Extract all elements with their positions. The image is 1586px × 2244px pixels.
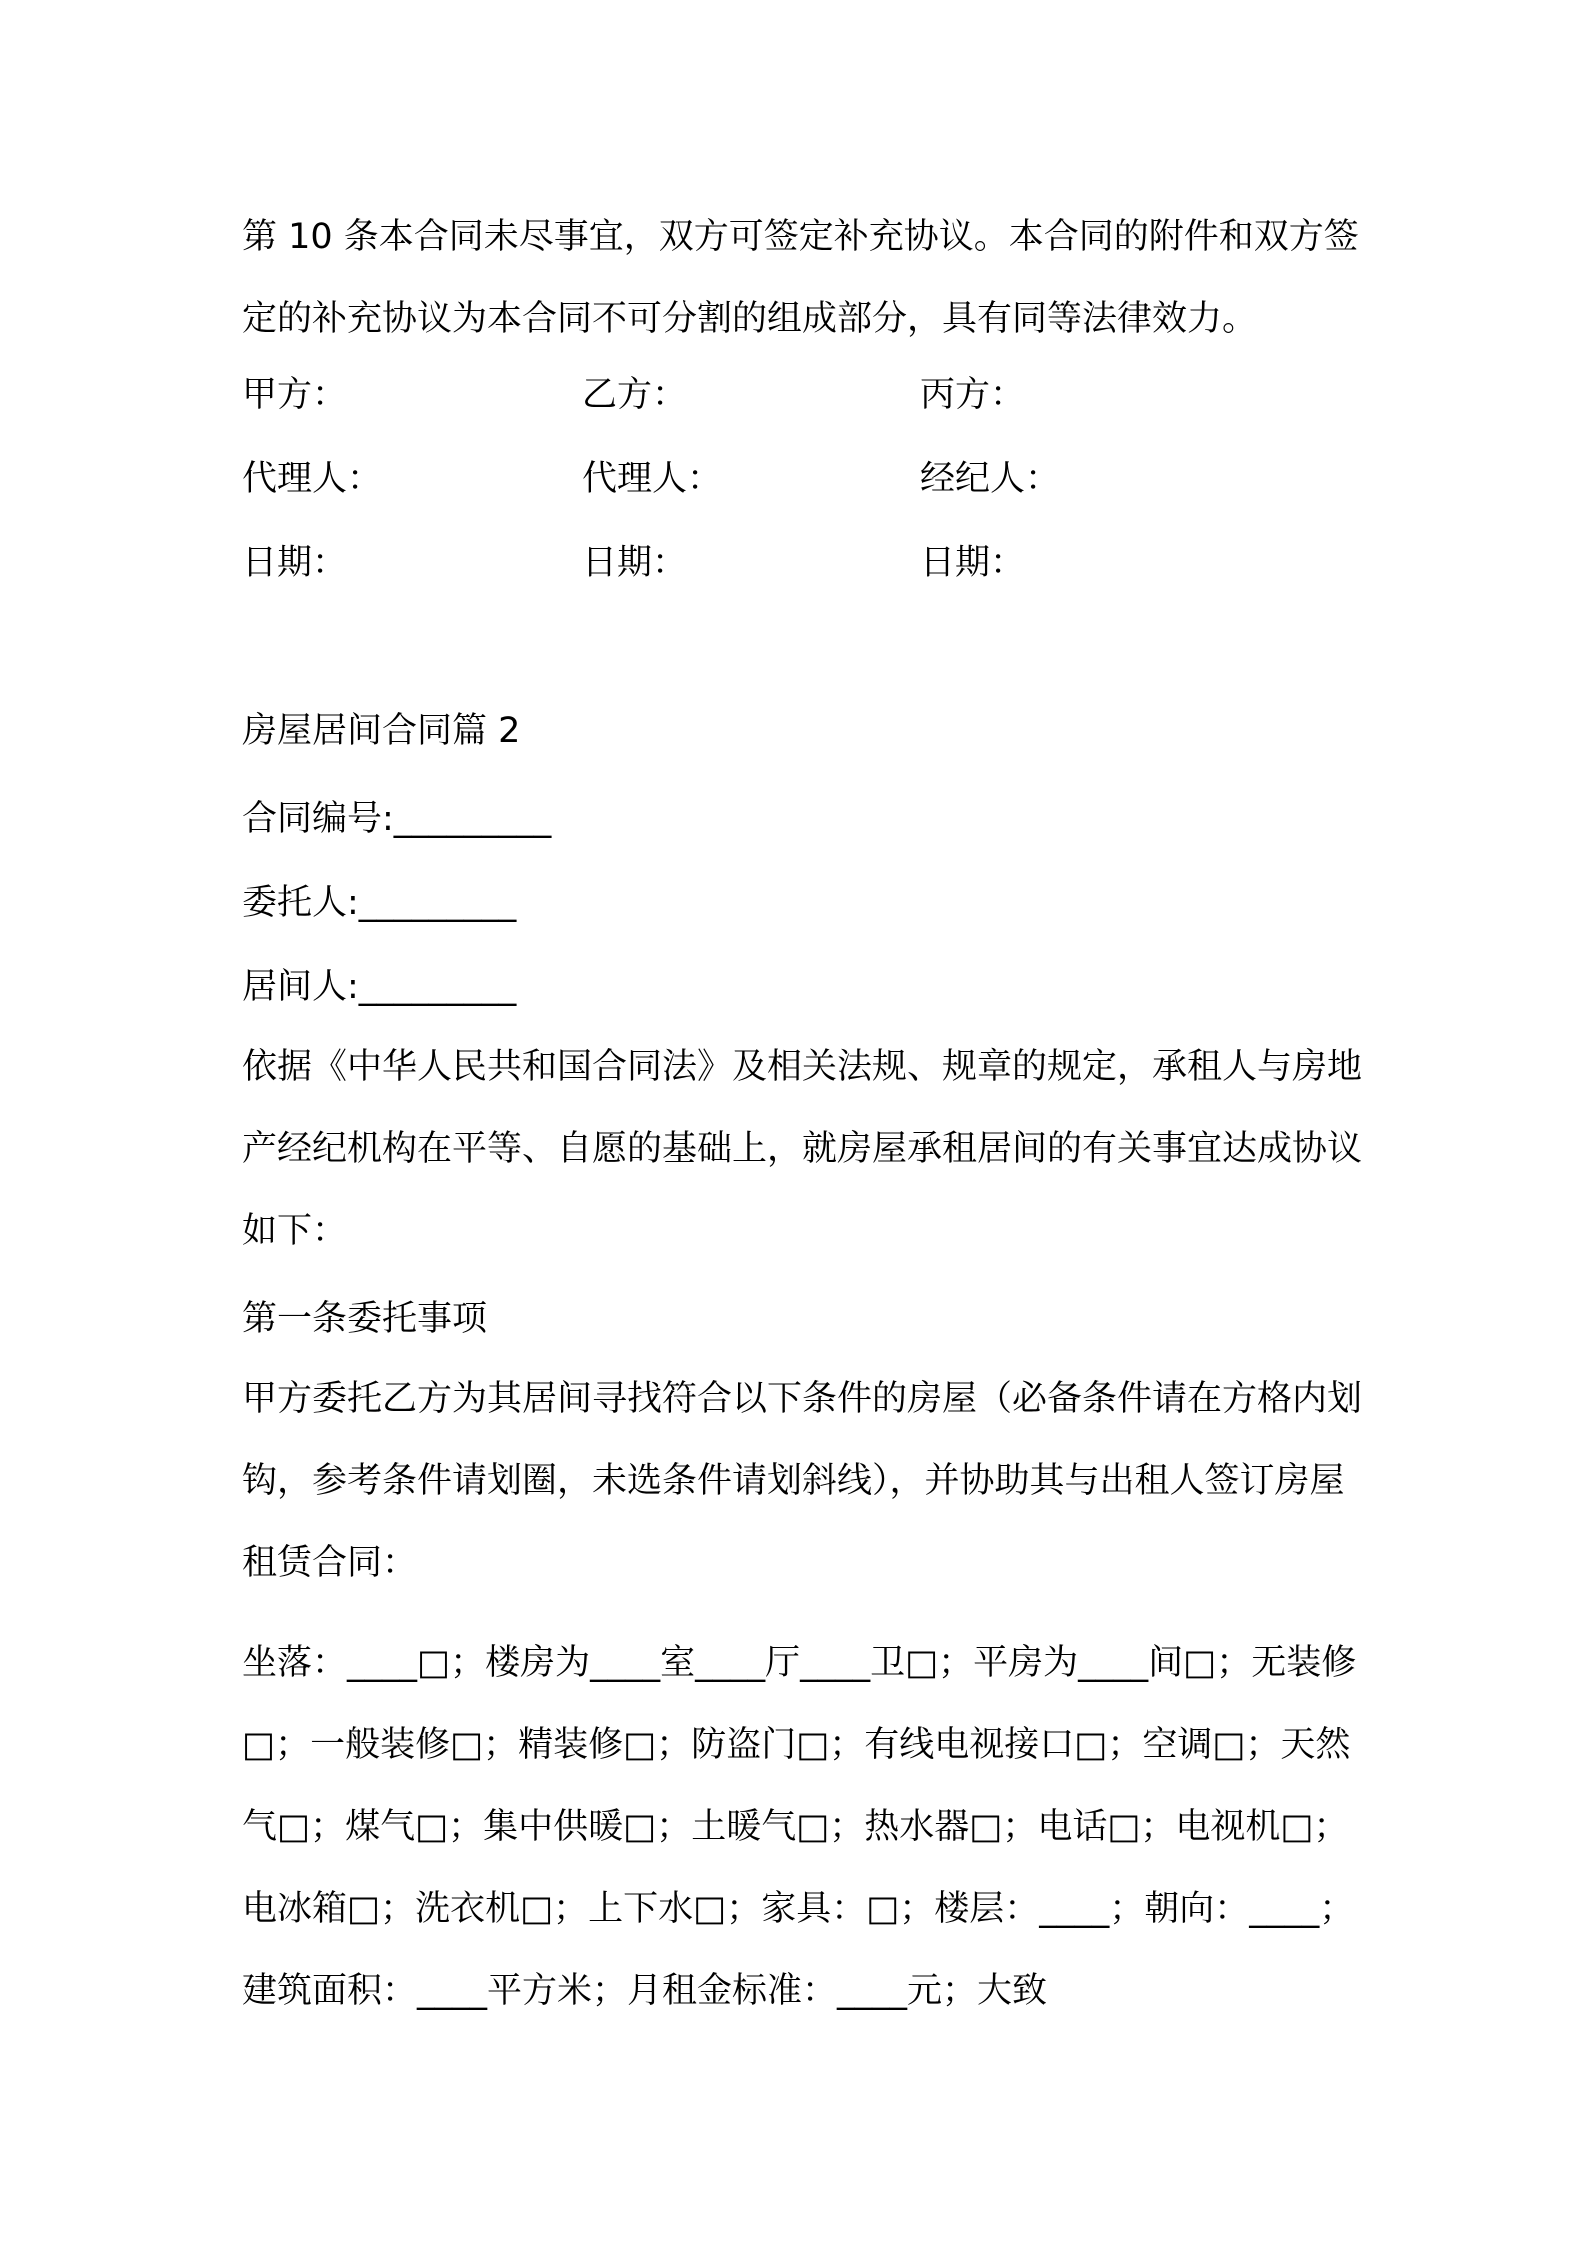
intermediary-line: 居间人:_________ xyxy=(242,967,517,1007)
party-a-label: 甲方： xyxy=(242,375,348,415)
contract-number: 合同编号:_________ xyxy=(242,799,552,839)
section-title: 房屋居间合同篇 2 xyxy=(242,711,521,751)
article-10-paragraph: 第 10 条本合同未尽事宜，双方可签定补充协议。本合同的附件和双方签定的补充协议为本合同不可分割的组成部分，具有同等法律效力。 xyxy=(242,217,1359,339)
intro-paragraph: 依据《中华人民共和国合同法》及相关法规、规章的规定，承租人与房地产经纪机构在平等、自愿的基础上，就房屋承租居间的有关事宜达成协议如下： xyxy=(242,1047,1363,1251)
agent-b-label: 代理人： xyxy=(582,459,723,499)
date-b-label: 日期： xyxy=(582,543,688,583)
party-c-label: 丙方： xyxy=(920,375,1026,415)
conditions-paragraph: 坐落：____□；楼房为____室____厅____卫□；平房为____间□；无装修□；一般装修□；精装修□；防盗门□；有线电视接口□；空调□；天然气□；煤气□；集中供暖□；土暖气□；热水器□；电话□；电视机□；电冰箱□；洗衣机□；上下水□；家具：□；楼层：____；朝向：____；建筑面积：____平方米；月租金标准：____元；大致 xyxy=(242,1643,1357,2011)
client-line: 委托人:_________ xyxy=(242,883,517,923)
broker-label: 经纪人： xyxy=(920,459,1061,499)
date-c-label: 日期： xyxy=(920,543,1026,583)
party-b-label: 乙方： xyxy=(582,375,688,415)
article-1-title: 第一条委托事项 xyxy=(242,1299,488,1339)
agent-a-label: 代理人： xyxy=(242,459,383,499)
article-1-body: 甲方委托乙方为其居间寻找符合以下条件的房屋（必备条件请在方格内划钩，参考条件请划圈，未选条件请划斜线），并协助其与出租人签订房屋租赁合同： xyxy=(242,1379,1363,1583)
date-a-label: 日期： xyxy=(242,543,348,583)
